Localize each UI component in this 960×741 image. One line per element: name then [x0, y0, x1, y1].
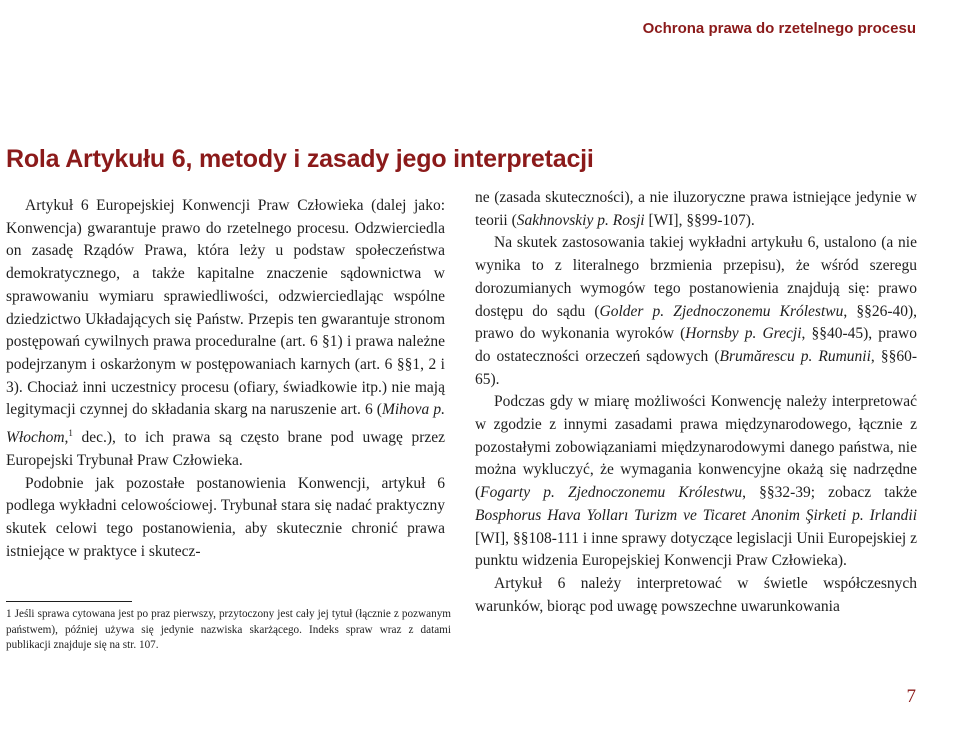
- text-run: , §§26-40), prawo do wykonania wyroków (: [475, 302, 918, 343]
- case-name: Hornsby p. Grecji: [685, 325, 802, 343]
- text-run: [WI], §§99-107).: [644, 211, 755, 229]
- paragraph: [475, 232, 917, 391]
- case-name: Sakhnovskiy p. Rosji: [516, 211, 645, 229]
- case-name: Bosphorus Hava Yolları Turizm ve Ticaret Anonim Şirketi p. Irlandii: [475, 506, 917, 524]
- left-column: [6, 195, 445, 563]
- footnote: 1 Jeśli sprawa cytowana jest po praz pierwszy, przytoczony jest cały jej tytuł (łącznie z pozwanym państwem), później używa się jedynie nazwiska skarżącego. Indeks spraw wraz z datami publikacji znajduje się na str. 107.: [6, 608, 451, 651]
- text-run: , §§40-45), prawo do ostateczności orzeczeń sądowych (: [475, 325, 917, 365]
- text-run: Podczas gdy w miarę możliwości Konwencję należy interpretować w zgodzie z innymi zasadami prawa międzynarodowego, łącznie z pozostałymi zobowiązaniami międzynarodowymi danego państwa, nie można wykluczyć, że wymagania konwencyjne okażą się nadrzędne (: [475, 393, 917, 502]
- paragraph: Artykuł 6 należy interpretować w świetle współczesnych warunków, biorąc pod uwagę powszechne uwarunkowania: [475, 574, 917, 615]
- footnote-divider: [6, 601, 132, 602]
- paragraph: [475, 391, 917, 573]
- case-name: Brumărescu p. Rumunii: [719, 347, 871, 365]
- text-run: dec.), to ich prawa są często brane pod uwagę przez Europejski Trybunał Praw Człowieka.: [6, 429, 445, 469]
- paragraph: [475, 187, 917, 232]
- right-column: [475, 187, 917, 618]
- case-name: Fogarty p. Zjednoczonemu Królestwu: [480, 484, 743, 502]
- running-header: Ochrona prawa do rzetelnego procesu: [642, 20, 916, 37]
- paragraph: Podobnie jak pozostałe postanowienia Konwencji, artykuł 6 podlega wykładni celowościowej. Trybunał stara się nadać praktyczny skutek celowi tego postanowienia, aby skutecznie chronić prawa istniejące w praktyce i skutecz-: [6, 474, 445, 560]
- paragraph: [6, 195, 445, 473]
- case-name: Mihova p. Włochom,: [6, 401, 445, 447]
- text-run: [WI], §§108-111 i inne sprawy dotyczące legislacji Unii Europejskiej z punktu widzenia Europejskiej Konwencji Praw Człowieka).: [475, 529, 917, 570]
- text-run: Na skutek zastosowania takiej wykładni artykułu 6, ustalono (a nie wynika to z literalnego brzmienia przepisu), że wśród szeregu dorozumianych wymogów tego postanowienia znajdują się: prawo dostępu do sądu (: [475, 234, 917, 320]
- text-run: ne (zasada skuteczności), a nie iluzoryczne prawa istniejące jedynie w teorii (: [475, 189, 917, 229]
- case-name: Golder p. Zjednoczonemu Królestwu: [599, 302, 844, 320]
- text-run: Artykuł 6 Europejskiej Konwencji Praw Człowieka (dalej jako: Konwencja) gwarantuje prawo do rzetelnego procesu. Odzwierciedla on zasadę Rządów Prawa, która leży u podstaw społeczeństwa demokratycznego, a także kapitalne znaczenie sądownictwa w sprawowaniu wymiaru sprawiedliwości, odzwierciedlając wspólne dziedzictwo Układających się Państw. Przepis ten gwarantuje stronom postępowań cywilnych prawa proceduralne (art. 6 §1) i prawa należne podejrzanym i oskarżonym w postępowaniach karnych (art. 6 §§1, 2 i 3). Chociaż inni uczestnicy procesu (ofiary, świadkowie itp.) nie mają legitymacji czynnej do składania skarg na naruszenie art. 6 (: [6, 197, 445, 419]
- text-run: , §§32-39; zobacz także: [742, 484, 917, 502]
- page-number: 7: [906, 686, 916, 707]
- footnote-ref: 1: [68, 428, 73, 439]
- section-title: Rola Artykułu 6, metody i zasady jego interpretacji: [6, 145, 594, 173]
- text-run: , §§60-65).: [475, 347, 917, 388]
